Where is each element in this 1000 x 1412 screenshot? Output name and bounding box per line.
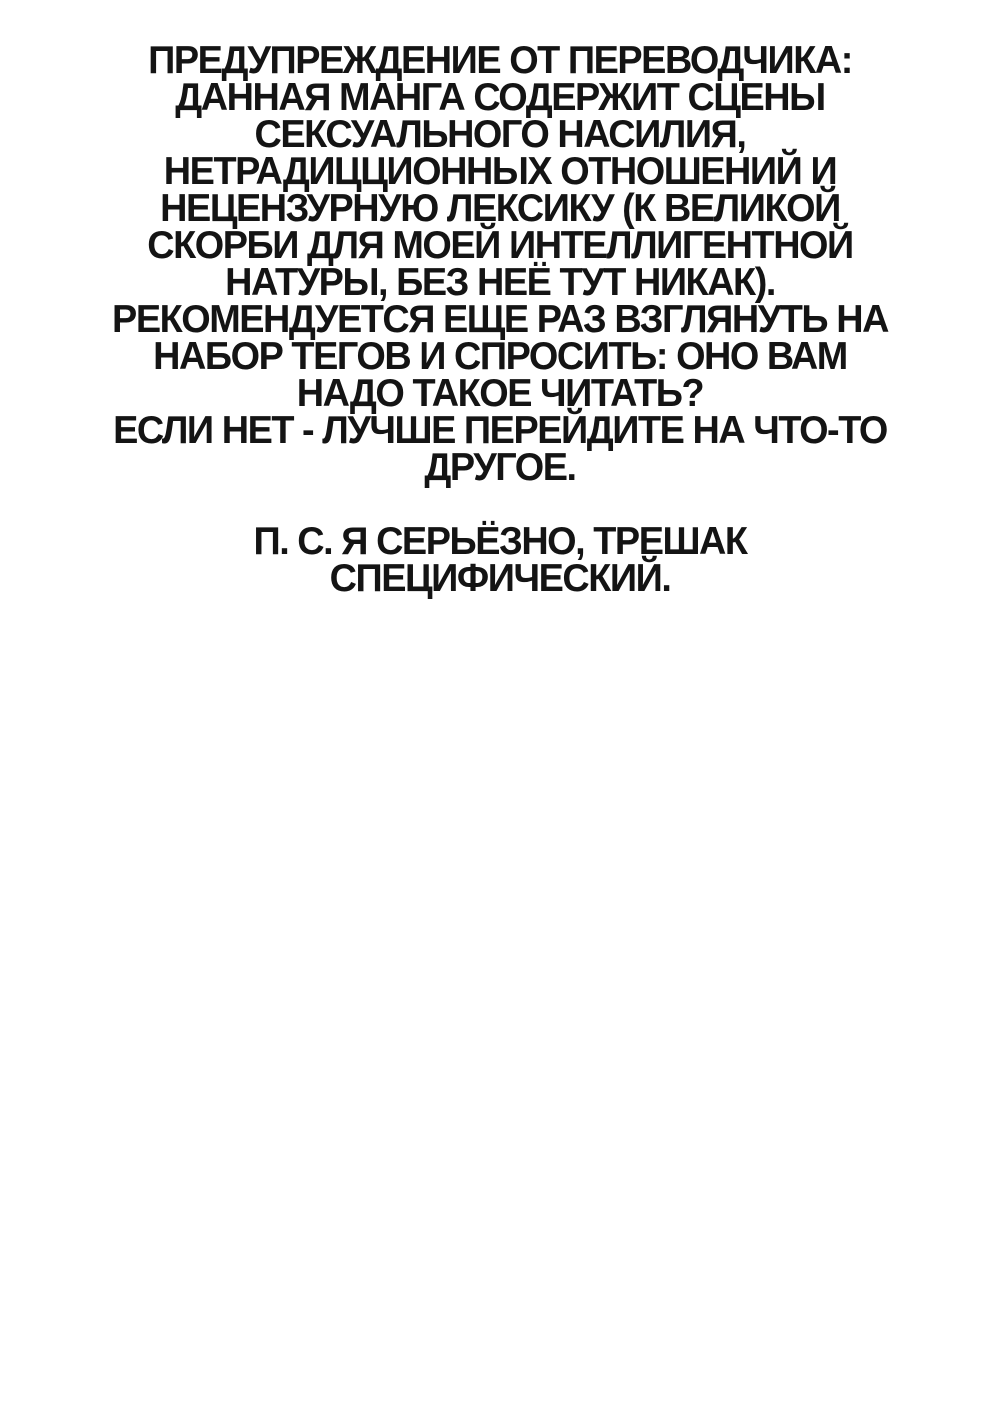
warning-line: ЕСЛИ НЕТ - ЛУЧШЕ ПЕРЕЙДИТЕ НА ЧТО-ТО (113, 409, 887, 452)
warning-line: СЕКСУАЛЬНОГО НАСИЛИЯ, (254, 113, 746, 156)
main-warning-paragraph (0, 39, 1000, 489)
postscript-line: П. С. Я СЕРЬЁЗНО, ТРЕШАК (253, 520, 747, 563)
warning-line: НЕТРАДИЦЦИОННЫХ ОТНОШЕНИЙ И (163, 150, 837, 193)
warning-line: ДРУГОЕ. (424, 446, 576, 489)
warning-line: НЕЦЕНЗУРНУЮ ЛЕКСИКУ (К ВЕЛИКОЙ (160, 187, 840, 230)
warning-line: НАДО ТАКОЕ ЧИТАТЬ? (296, 372, 704, 415)
warning-line: ПРЕДУПРЕЖДЕНИЕ ОТ ПЕРЕВОДЧИКА: (148, 39, 852, 82)
postscript-paragraph (0, 520, 1000, 600)
translator-warning-text (0, 39, 1000, 600)
warning-line: НАТУРЫ, БЕЗ НЕЁ ТУТ НИКАК). (225, 261, 775, 304)
postscript-line: СПЕЦИФИЧЕСКИЙ. (329, 557, 671, 600)
warning-line: СКОРБИ ДЛЯ МОЕЙ ИНТЕЛЛИГЕНТНОЙ (147, 224, 853, 267)
warning-line: РЕКОМЕНДУЕТСЯ ЕЩЕ РАЗ ВЗГЛЯНУТЬ НА (112, 298, 888, 341)
warning-line: ДАННАЯ МАНГА СОДЕРЖИТ СЦЕНЫ (175, 76, 825, 119)
warning-line: НАБОР ТЕГОВ И СПРОСИТЬ: ОНО ВАМ (153, 335, 847, 378)
